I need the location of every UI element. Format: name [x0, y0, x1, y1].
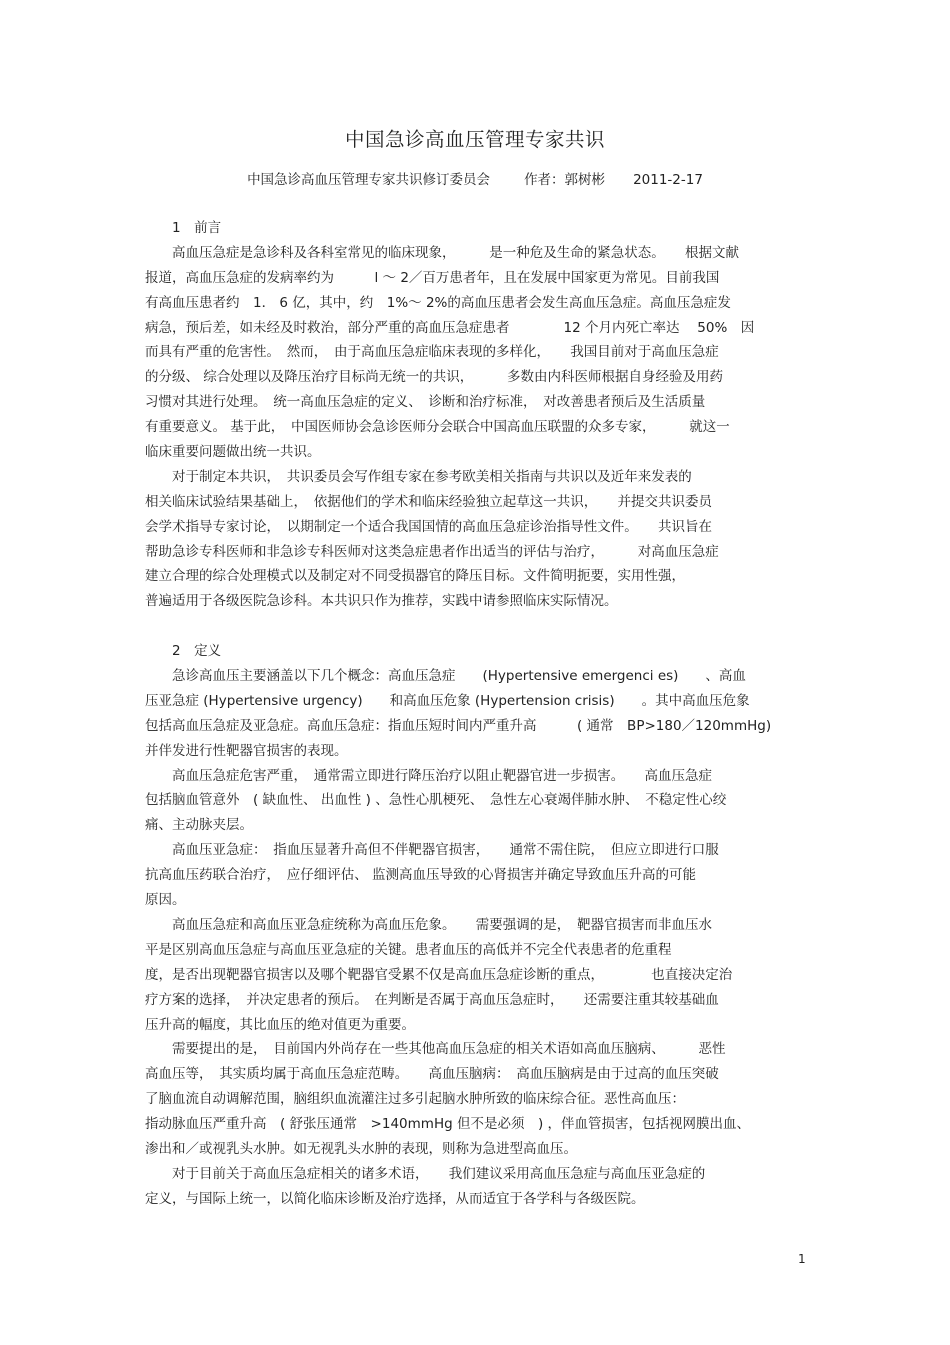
text-line: 对于目前关于高血压急症相关的诸多术语， 我们建议采用高血压急症与高血压亚急症的: [145, 1165, 706, 1182]
document-body: [145, 216, 815, 1212]
text-line: 临床重要问题做出统一共识。: [145, 444, 321, 461]
committee-name: 中国急诊高血压管理专家共识修订委员会: [247, 172, 491, 188]
text-line: 建立合理的综合处理模式以及制定对不同受损器官的降压目标。文件简明扼要，实用性强，: [145, 568, 685, 585]
text-line: 高血压急症危害严重， 通常需立即进行降压治疗以阻止靶器官进一步损害。 高血压急症: [145, 767, 712, 784]
text-line: 习惯对其进行处理。 统一高血压急症的定义、 诊断和治疗标准， 对改善患者预后及生活质量: [145, 394, 706, 411]
text-line: 度，是否出现靶器官损害以及哪个靶器官受累不仅是高血压急症诊断的重点， 也直接决定治: [145, 966, 733, 983]
text-line: 高血压亚急症： 指血压显著升高但不伴靶器官损害， 通常不需住院， 但应立即进行口服: [145, 842, 719, 859]
text-line: 有高血压患者约 1． 6 亿，其中，约 1%～ 2%的高血压患者会发生高血压急症。高血压急症发: [145, 294, 731, 311]
text-line: 高血压等， 其实质均属于高血压急症范畴。 高血压脑病： 高血压脑病是由于过高的血压突破: [145, 1066, 719, 1083]
text-line: 痛、主动脉夹层。: [145, 817, 253, 834]
text-line: 疗方案的选择， 并决定患者的预后。 在判断是否属于高血压急症时， 还需要注重其较基础血: [145, 991, 719, 1008]
text-line: 而具有严重的危害性。 然而， 由于高血压急症临床表现的多样化， 我国目前对于高血压急症: [145, 344, 719, 361]
text-line: 抗高血压药联合治疗， 应仔细评估、 监测高血压导致的心肾损害并确定导致血压升高的可能: [145, 867, 697, 884]
text-line: 病急，预后差，如未经及时救治，部分严重的高血压急症患者 12 个月内死亡率达 50% 因: [145, 319, 755, 336]
blank-line: [145, 614, 815, 639]
text-line: 帮助急诊专科医师和非急诊专科医师对这类急症患者作出适当的评估与治疗， 对高血压急症: [145, 543, 719, 560]
text-line: 需要提出的是， 目前国内外尚存在一些其他高血压急症的相关术语如高血压脑病、 恶性: [145, 1041, 726, 1058]
text-line: 急诊高血压主要涵盖以下几个概念：高血压急症 (Hypertensive emergenci es) 、高血: [145, 668, 746, 685]
author: 作者：郭树彬: [524, 172, 606, 188]
text-line: 高血压急症是急诊科及各科室常见的临床现象， 是一种危及生命的紧急状态。 根据文献: [145, 244, 739, 261]
text-line: 报道，高血压急症的发病率约为 l ～ 2／百万患者年，且在发展中国家更为常见。目前我国: [145, 269, 720, 286]
date: 2011-2-17: [633, 172, 703, 188]
text-line: 定义，与国际上统一，以简化临床诊断及治疗选择，从而适宜于各学科与各级医院。: [145, 1190, 645, 1207]
text-line: 包括高血压急症及亚急症。高血压急症：指血压短时间内严重升高 ( 通常 BP>180／120mmHg): [145, 717, 772, 734]
text-line: 相关临床试验结果基础上， 依据他们的学术和临床经验独立起草这一共识， 并提交共识委员: [145, 493, 712, 510]
text-line: 包括脑血管意外 ( 缺血性、 出血性 ) 、急性心肌梗死、 急性左心衰竭伴肺水肿、 不稳定性心绞: [145, 792, 727, 809]
byline: [0, 170, 950, 190]
document-title: 中国急诊高血压管理专家共识: [344, 128, 605, 151]
text-line: 压亚急症 (Hypertensive urgency) 和高血压危象 (Hypertension crisis) 。其中高血压危象: [145, 692, 750, 709]
text-line: 有重要意义。 基于此， 中国医师协会急诊医师分会联合中国高血压联盟的众多专家， 就这一: [145, 419, 730, 436]
page-number: 1: [798, 1252, 806, 1266]
text-line: 1 前言: [145, 220, 222, 236]
text-line: 压升高的幅度，其比血压的绝对值更为重要。: [145, 1016, 415, 1033]
text-line: 渗出和／或视乳头水肿。如无视乳头水肿的表现，则称为急进型高血压。: [145, 1140, 577, 1157]
text-line: 会学术指导专家讨论， 以期制定一个适合我国国情的高血压急症诊治指导性文件。 共识旨在: [145, 518, 712, 535]
text-line: 了脑血流自动调解范围，脑组织血流灌注过多引起脑水肿所致的临床综合征。恶性高血压：: [145, 1091, 685, 1108]
text-line: 高血压急症和高血压亚急症统称为高血压危象。 需要强调的是， 靶器官损害而非血压水: [145, 916, 712, 933]
text-line: 原因。: [145, 892, 186, 909]
text-line: 对于制定本共识， 共识委员会写作组专家在参考欧美相关指南与共识以及近年来发表的: [145, 468, 692, 485]
text-line: 2 定义: [145, 643, 222, 660]
text-line: 普遍适用于各级医院急诊科。本共识只作为推荐，实践中请参照临床实际情况。: [145, 593, 618, 610]
text-line: 指动脉血压严重升高 ( 舒张压通常 >140mmHg 但不是必须 ) ，伴血管损害，包括视网膜出血、: [145, 1116, 751, 1133]
text-line: 的分级、 综合处理以及降压治疗目标尚无统一的共识， 多数由内科医师根据自身经验及用药: [145, 369, 724, 386]
text-line: 并伴发进行性靶器官损害的表现。: [145, 742, 348, 759]
text-line: 平是区别高血压急症与高血压亚急症的关键。患者血压的高低并不完全代表患者的危重程: [145, 941, 672, 958]
